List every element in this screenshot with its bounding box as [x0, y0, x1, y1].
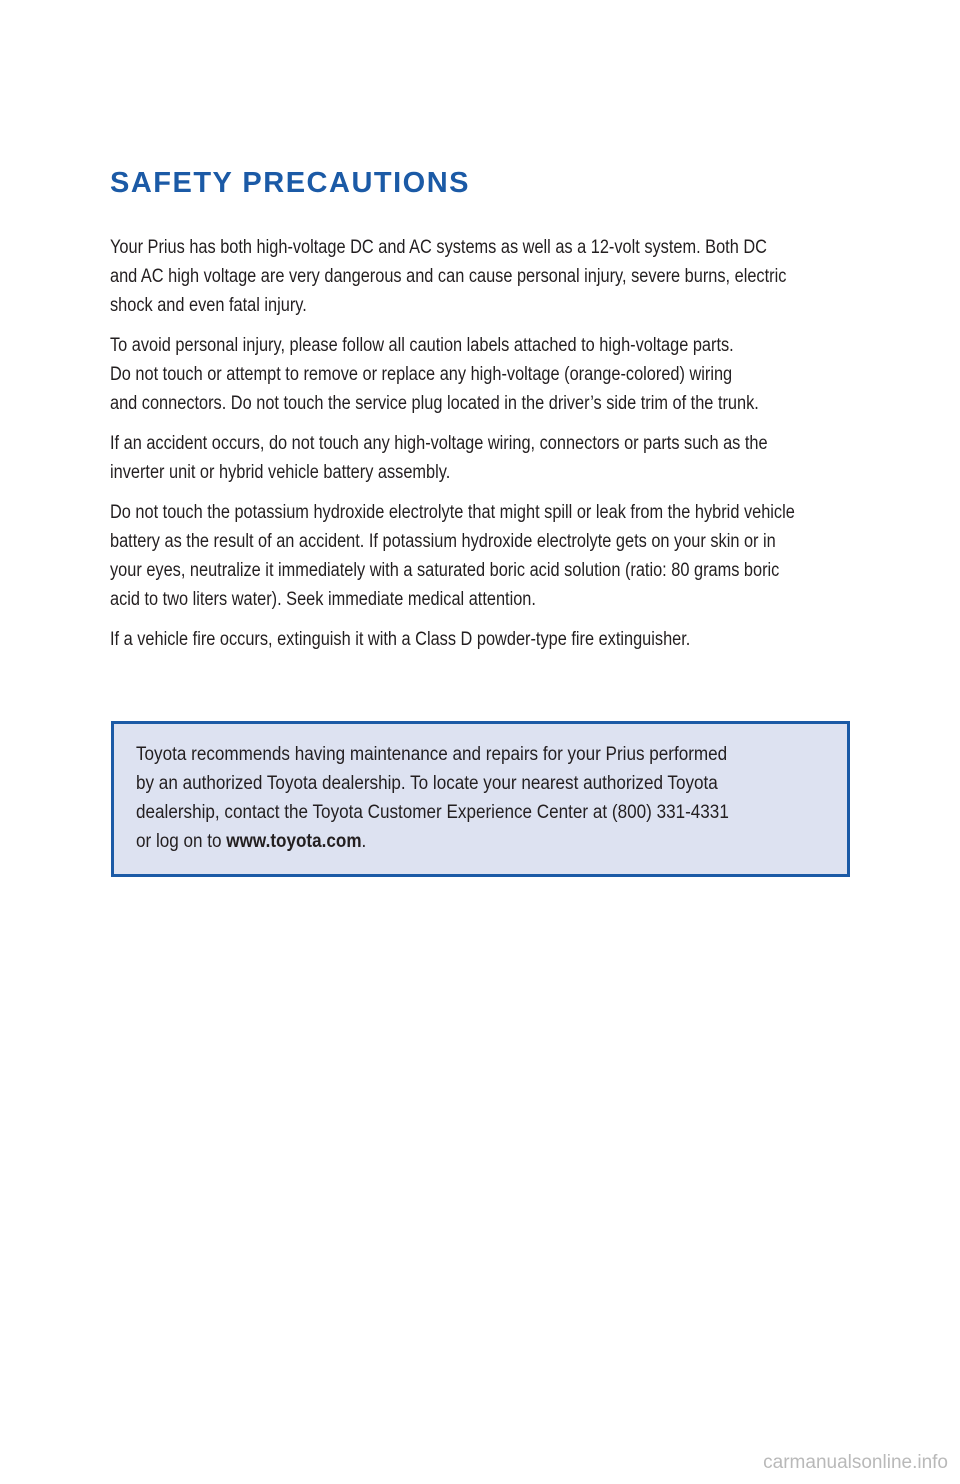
callout-last-line-suffix: . — [361, 831, 367, 852]
paragraph-line: If an accident occurs, do not touch any high-voltage wiring, connectors or parts such as the — [110, 433, 768, 454]
dealer-recommendation-box — [111, 721, 850, 877]
callout-last-line-prefix: or log on to — [136, 831, 227, 852]
paragraph-line: inverter unit or hybrid vehicle battery assembly. — [110, 462, 451, 483]
paragraph-line: acid to two liters water). Seek immediate medical attention. — [110, 589, 536, 610]
callout-line: by an authorized Toyota dealership. To locate your nearest authorized Toyota — [136, 773, 718, 794]
paragraph-high-voltage-systems — [110, 233, 884, 320]
callout-line: dealership, contact the Toyota Customer Experience Center at (800) 331-4331 — [136, 802, 729, 823]
paragraph-line: If a vehicle fire occurs, extinguish it with a Class D powder-type fire extinguisher. — [110, 629, 691, 650]
callout-line: Toyota recommends having maintenance and repairs for your Prius performed — [136, 744, 728, 765]
paragraph-line: Do not touch the potassium hydroxide electrolyte that might spill or leak from the hybrid vehicle — [110, 502, 795, 523]
paragraph-line: and AC high voltage are very dangerous and can cause personal injury, severe burns, electric — [110, 266, 787, 287]
paragraph-line: your eyes, neutralize it immediately with a saturated boric acid solution (ratio: 80 grams boric — [110, 560, 780, 581]
watermark-text: carmanualsonline.info — [763, 1452, 948, 1473]
toyota-website-link[interactable]: www.toyota.com — [226, 831, 362, 852]
paragraph-line: battery as the result of an accident. If potassium hydroxide electrolyte gets on your skin or in — [110, 531, 776, 552]
paragraph-line: and connectors. Do not touch the service plug located in the driver’s side trim of the trunk. — [110, 393, 759, 414]
paragraph-line: To avoid personal injury, please follow all caution labels attached to high-voltage parts. — [110, 335, 734, 356]
paragraph-electrolyte — [110, 498, 884, 614]
paragraph-avoid-injury — [110, 331, 884, 418]
callout-last-line — [136, 827, 874, 856]
paragraph-vehicle-fire — [110, 625, 884, 654]
callout-text — [136, 740, 874, 856]
paragraph-line: Your Prius has both high-voltage DC and AC systems as well as a 12-volt system. Both DC — [110, 237, 767, 258]
paragraph-line: Do not touch or attempt to remove or replace any high-voltage (orange-colored) wiring — [110, 364, 733, 385]
paragraph-line: shock and even fatal injury. — [110, 295, 307, 316]
paragraph-accident — [110, 429, 884, 487]
safety-text-body — [110, 233, 885, 665]
page-title: SAFETY PRECAUTIONS — [110, 167, 471, 199]
